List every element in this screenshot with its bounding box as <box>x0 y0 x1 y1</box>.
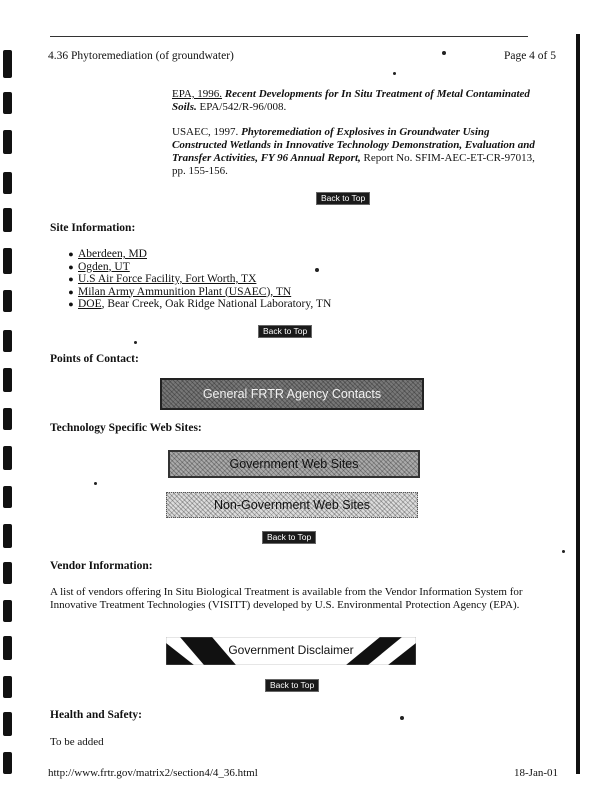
binder-hole-mark <box>3 172 12 194</box>
reference-title: Phytoremediation of Explosives in Groundwater Using Constructed Wetlands in Innovative Technology Demonstration, Evaluation and Transfer Activities, FY 96 Annual Report, <box>172 126 535 164</box>
scan-speck <box>393 72 396 75</box>
list-item <box>64 248 331 261</box>
list-item <box>64 273 331 286</box>
list-item <box>64 261 331 274</box>
reference-author: USAEC, 1997. <box>172 126 239 138</box>
page-title: 4.36 Phytoremediation (of groundwater) <box>48 50 234 62</box>
list-item <box>64 298 331 311</box>
back-to-top-button[interactable]: Back to Top <box>265 679 319 692</box>
site-link[interactable]: Aberdeen, MD <box>78 248 147 260</box>
site-link[interactable]: U.S Air Force Facility, Fort Worth, TX <box>78 273 257 285</box>
top-rule <box>50 36 528 37</box>
site-link[interactable]: Milan Army Ammunition Plant (USAEC), TN <box>78 285 292 298</box>
bullet-icon: ● <box>68 249 74 259</box>
contacts-heading: Points of Contact: <box>50 353 139 365</box>
footer-date: 18-Jan-01 <box>514 767 558 779</box>
page-footer <box>48 767 558 783</box>
scan-speck <box>562 550 565 553</box>
binder-hole-mark <box>3 368 12 392</box>
reference-item <box>172 126 542 178</box>
health-text: To be added <box>50 736 104 748</box>
binder-hole-mark <box>3 446 12 470</box>
back-to-top-button[interactable]: Back to Top <box>316 192 370 205</box>
scan-speck <box>134 341 137 344</box>
binder-hole-mark <box>3 408 12 430</box>
binder-hole-mark <box>3 486 12 508</box>
binder-hole-mark <box>3 524 12 548</box>
bullet-icon: ● <box>68 299 74 309</box>
reference-detail: Report No. SFIM-AEC-ET-CR-97013, pp. 155-156. <box>172 152 535 177</box>
bullet-icon: ● <box>68 274 74 284</box>
scan-speck <box>94 482 97 485</box>
back-to-top-button[interactable]: Back to Top <box>262 531 316 544</box>
site-link[interactable]: DOE <box>78 298 102 310</box>
binder-hole-mark <box>3 208 12 232</box>
binder-hole-mark <box>3 636 12 660</box>
bullet-icon: ● <box>68 261 74 272</box>
binder-hole-mark <box>3 248 12 274</box>
vendor-heading: Vendor Information: <box>50 560 153 572</box>
agency-contacts-button[interactable]: General FRTR Agency Contacts <box>160 378 424 410</box>
binder-hole-mark <box>3 50 12 78</box>
binder-hole-mark <box>3 290 12 312</box>
site-link[interactable]: Ogden, UT <box>78 260 130 273</box>
bullet-icon: ● <box>68 286 74 297</box>
government-web-sites-button[interactable]: Government Web Sites <box>168 450 420 478</box>
footer-url: http://www.frtr.gov/matrix2/section4/4_36.html <box>48 767 258 779</box>
disclaimer-label: Government Disclaimer <box>228 643 354 657</box>
binder-hole-mark <box>3 562 12 584</box>
site-info-heading: Site Information: <box>50 222 136 234</box>
binder-hole-mark <box>3 600 12 622</box>
page-number: Page 4 of 5 <box>503 50 556 62</box>
health-heading: Health and Safety: <box>50 709 142 721</box>
binder-hole-mark <box>3 676 12 698</box>
page-header <box>48 50 560 66</box>
list-item <box>64 286 331 299</box>
scan-edge-line <box>576 34 580 774</box>
binder-hole-mark <box>3 330 12 352</box>
site-text: , Bear Creek, Oak Ridge National Laboratory, TN <box>101 298 332 310</box>
government-disclaimer-button[interactable] <box>166 637 416 665</box>
binder-hole-mark <box>3 92 12 114</box>
back-to-top-button[interactable]: Back to Top <box>258 325 312 338</box>
web-sites-heading: Technology Specific Web Sites: <box>50 422 202 434</box>
scan-speck <box>400 716 404 720</box>
site-list <box>64 248 331 311</box>
reference-detail: EPA/542/R-96/008. <box>199 101 287 113</box>
binder-hole-mark <box>3 712 12 736</box>
reference-title: Recent Developments for In Situ Treatment of Metal Contaminated Soils. <box>172 88 530 113</box>
vendor-paragraph: A list of vendors offering In Situ Biological Treatment is available from the Vendor Information System for Innovative Treatment Technologies (VISITT) developed by U.S. Environmental Protection Agency (EPA). <box>50 586 523 611</box>
binder-hole-mark <box>3 752 12 774</box>
non-government-web-sites-button[interactable]: Non-Government Web Sites <box>166 492 418 518</box>
binder-hole-mark <box>3 130 12 154</box>
reference-link[interactable]: EPA, 1996. <box>172 88 223 100</box>
reference-item <box>172 88 542 114</box>
